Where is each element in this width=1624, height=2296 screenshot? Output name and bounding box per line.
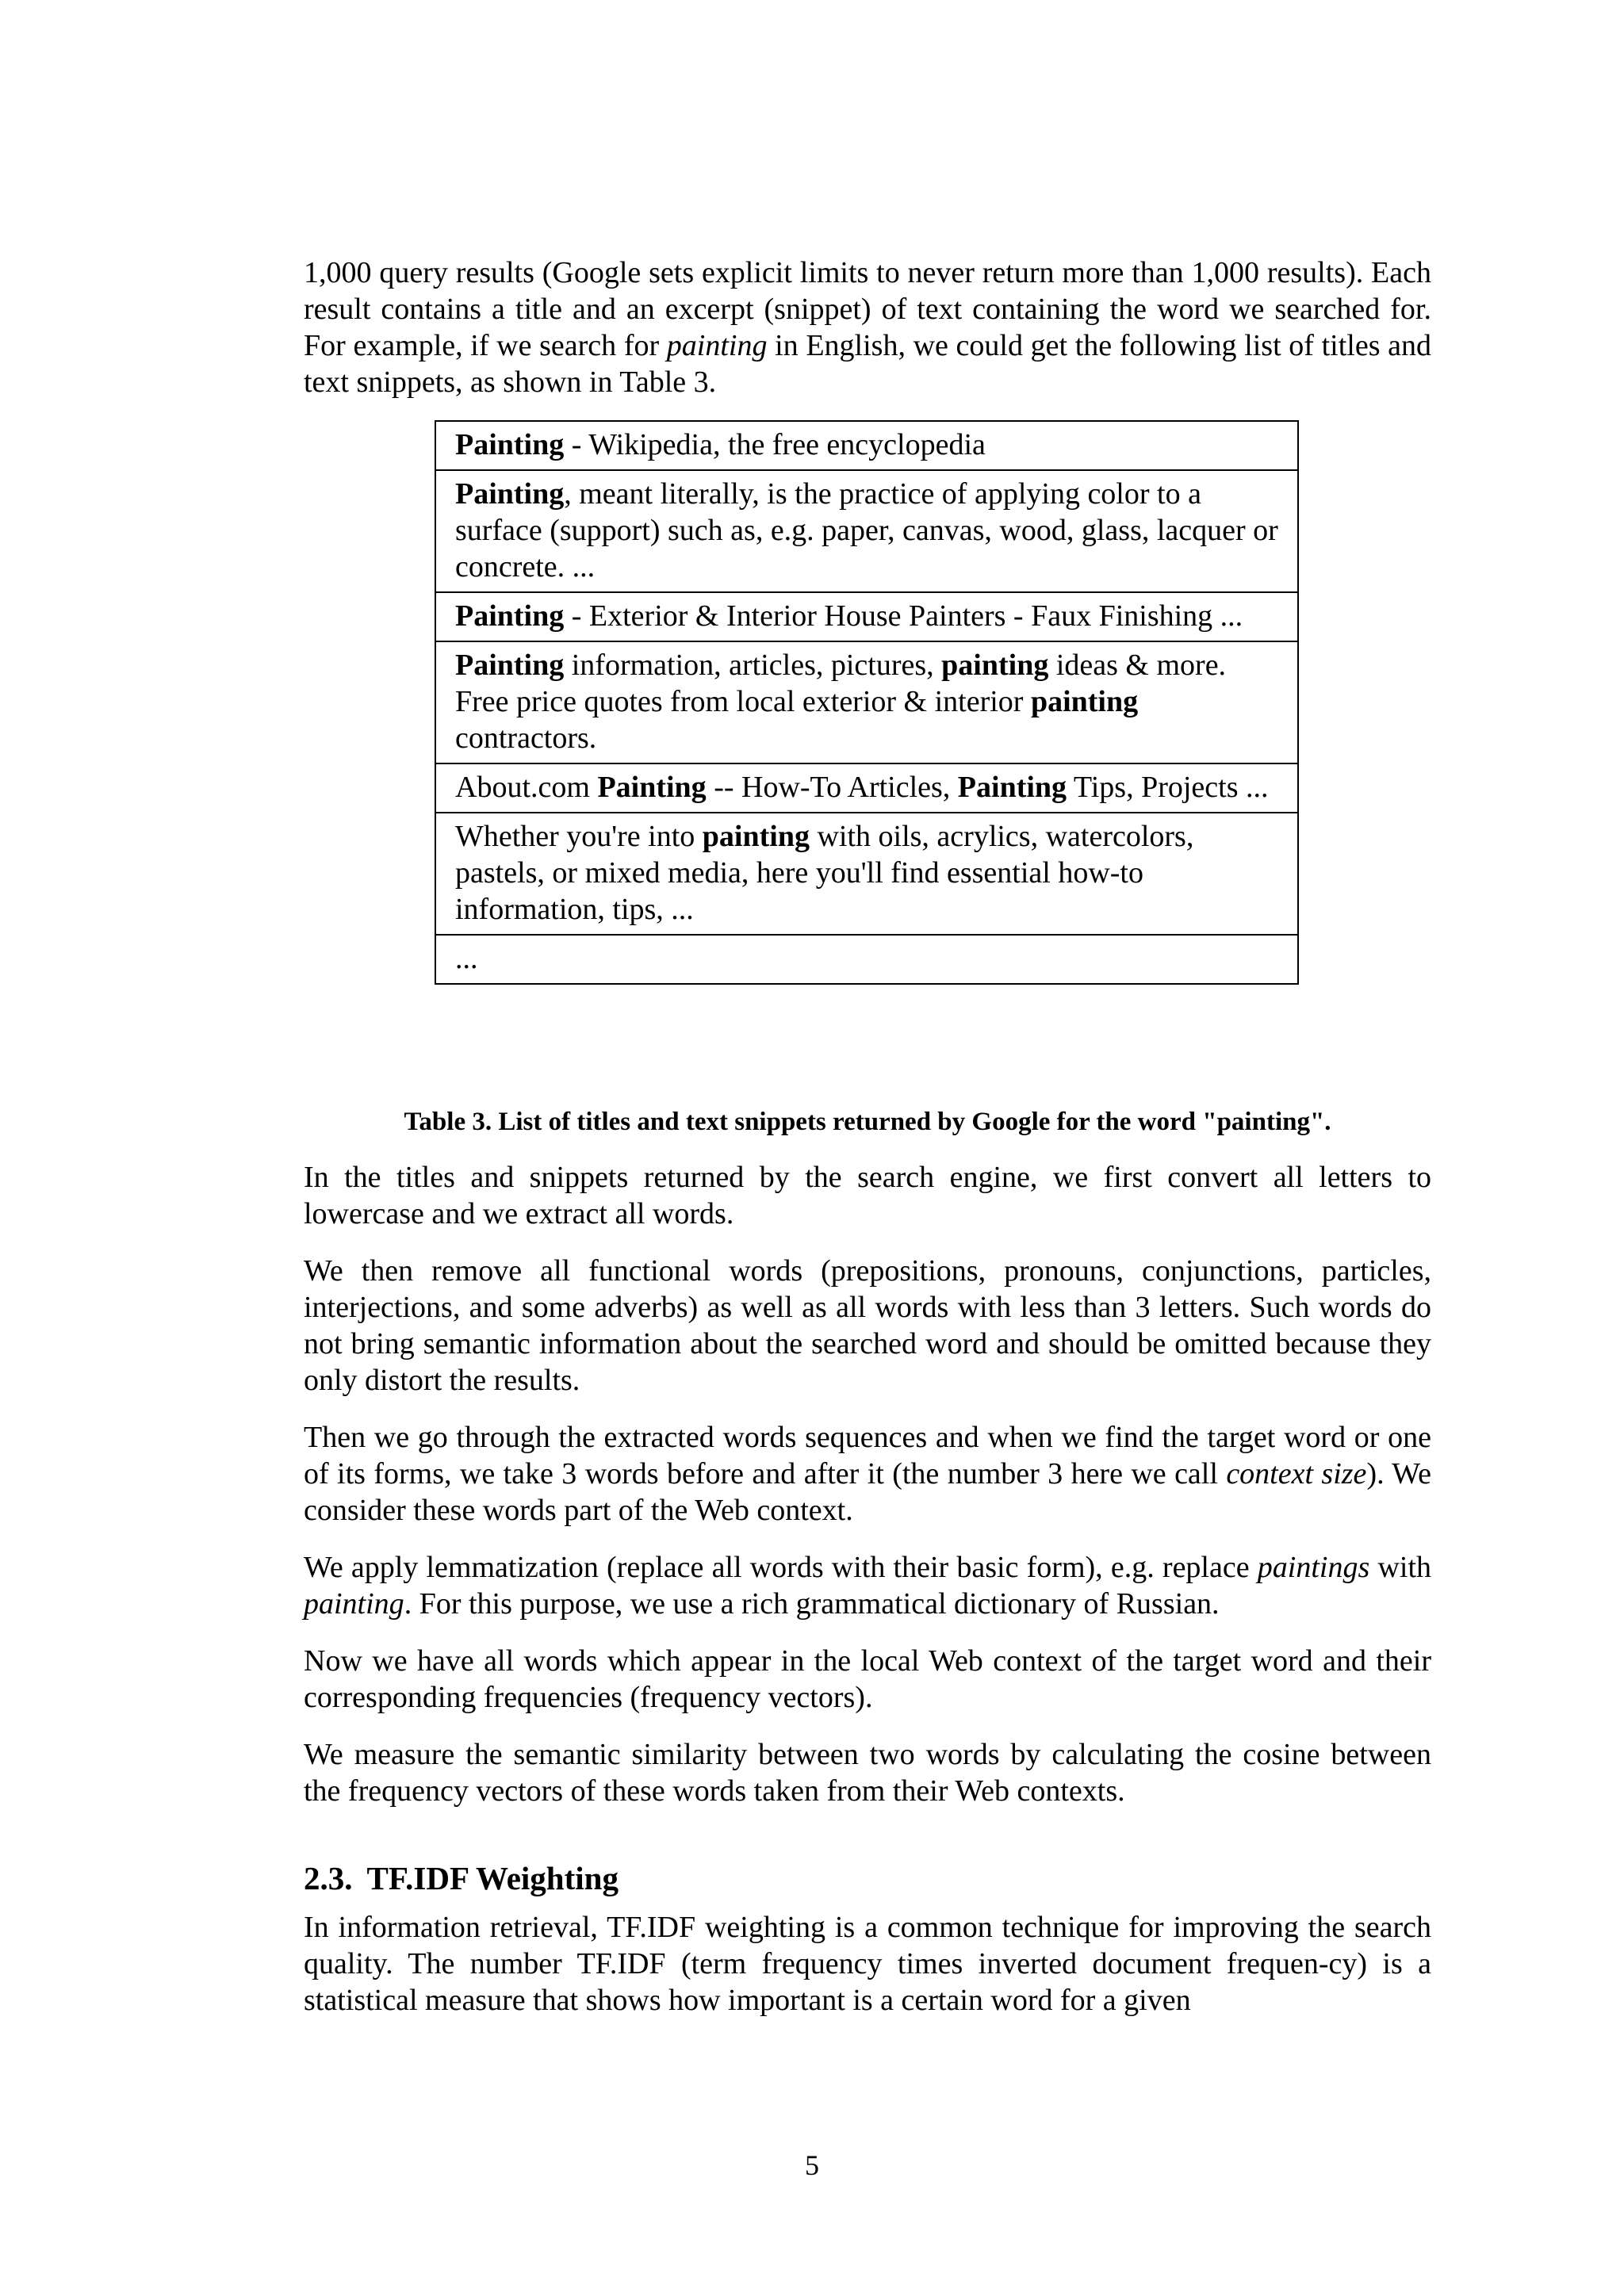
table-row xyxy=(436,422,1297,469)
table-bold-term: Painting xyxy=(455,599,565,633)
table-caption: Table 3. List of titles and text snippets returned by Google for the word "painting". xyxy=(404,1108,1331,1136)
table-row xyxy=(436,934,1297,983)
body-paragraphs xyxy=(304,1159,1431,1809)
paragraph-context-size xyxy=(304,1419,1431,1529)
tfidf-paragraph xyxy=(304,1909,1431,2019)
table-bold-term: Painting xyxy=(957,771,1067,804)
table-bold-term: painting xyxy=(702,820,810,853)
table-cell-text: ... xyxy=(455,942,478,975)
table-cell-text: ideas & more. Free price quotes from local exterior & interior xyxy=(455,649,1227,718)
paragraph-context-size-a: Then we go through the extracted words sequences and when we find the target word or one of its forms, we take 3 words before and after it (the number 3 here we call xyxy=(304,1421,1431,1490)
paragraph-frequency-vectors: Now we have all words which appear in the local Web context of the target word and their corresponding frequencies (frequency vectors). xyxy=(304,1644,1431,1714)
table-cell-text: - Exterior & Interior House Painters - Faux Finishing ... xyxy=(564,599,1243,633)
paragraph-lemmatization-a: We apply lemmatization (replace all words with their basic form), e.g. replace xyxy=(304,1551,1258,1584)
intro-text-b: in English, we could get the following list of titles and text snippets, as shown in Table 3. xyxy=(304,329,1432,399)
table-cell-text: -- How-To Articles, xyxy=(706,771,958,804)
table-cell-text: About.com xyxy=(455,771,598,804)
paragraph-lemmatization xyxy=(304,1549,1431,1622)
section-number: 2.3. xyxy=(304,1860,353,1896)
table-cell-text: Whether you're into xyxy=(455,820,703,853)
results-table xyxy=(435,420,1299,985)
table-cell-text: contractors. xyxy=(455,721,597,755)
intro-paragraph xyxy=(304,254,1431,400)
tfidf-paragraph-text: In information retrieval, TF.IDF weighting is a common technique for improving the search quality. The number TF.IDF (term frequency times inverted document frequen-cy) is a statistical measure that shows how important is a certain word for a given xyxy=(304,1911,1431,2017)
table-bold-term: Painting xyxy=(455,428,565,461)
section-title: TF.IDF Weighting xyxy=(366,1860,619,1896)
table-cell-text: with oils, acrylics, watercolors, pastels, or mixed media, here you'll find essential how-to information, tips, ... xyxy=(455,820,1194,926)
intro-text-a: 1,000 query results (Google sets explicit limits to never return more than 1,000 results). Each result contains a title and an excerpt (snippet) of text containing the word we searched for. For example, if we search for xyxy=(304,256,1431,362)
section-heading xyxy=(304,1857,619,1900)
table-bold-term: painting xyxy=(941,649,1049,682)
italic-painting: painting xyxy=(304,1587,404,1621)
paragraph-lemmatization-mid: with xyxy=(1369,1551,1431,1584)
table-bold-term: Painting xyxy=(455,649,565,682)
paragraph-functional-words: We then remove all functional words (prepositions, pronouns, conjunctions, particles, interjections, and some adverbs) as well as all words with less than 3 letters. Such words do not bring semantic information about the searched word and should be omitted because they only distort the results. xyxy=(304,1254,1431,1397)
table-row xyxy=(436,591,1297,641)
intro-italic-painting: painting xyxy=(666,329,768,362)
table-cell-text: Tips, Projects ... xyxy=(1067,771,1269,804)
italic-context-size: context size xyxy=(1226,1457,1367,1490)
paragraph-context-size-b: ). We consider these words part of the Web context. xyxy=(304,1457,1431,1527)
table-cell-text: - Wikipedia, the free encyclopedia xyxy=(564,428,986,461)
italic-paintings: paintings xyxy=(1257,1551,1370,1584)
page-number: 5 xyxy=(805,2149,819,2181)
table-row xyxy=(436,469,1297,591)
table-bold-term: Painting xyxy=(455,477,565,511)
paragraph-lowercase: In the titles and snippets returned by the search engine, we first convert all letters to lowercase and we extract all words. xyxy=(304,1161,1431,1230)
paragraph-lemmatization-b: . For this purpose, we use a rich grammatical dictionary of Russian. xyxy=(404,1587,1220,1621)
paragraph-cosine-similarity: We measure the semantic similarity between two words by calculating the cosine between the frequency vectors of these words taken from their Web contexts. xyxy=(304,1738,1431,1808)
table-cell-text: information, articles, pictures, xyxy=(564,649,942,682)
table-bold-term: painting xyxy=(1030,685,1139,718)
table-cell-text: , meant literally, is the practice of applying color to a surface (support) such as, e.g. paper, canvas, wood, glass, lacquer or concrete. ... xyxy=(455,477,1278,584)
table-row xyxy=(436,812,1297,934)
table-bold-term: Painting xyxy=(597,771,707,804)
table-row xyxy=(436,641,1297,763)
table-row xyxy=(436,763,1297,812)
